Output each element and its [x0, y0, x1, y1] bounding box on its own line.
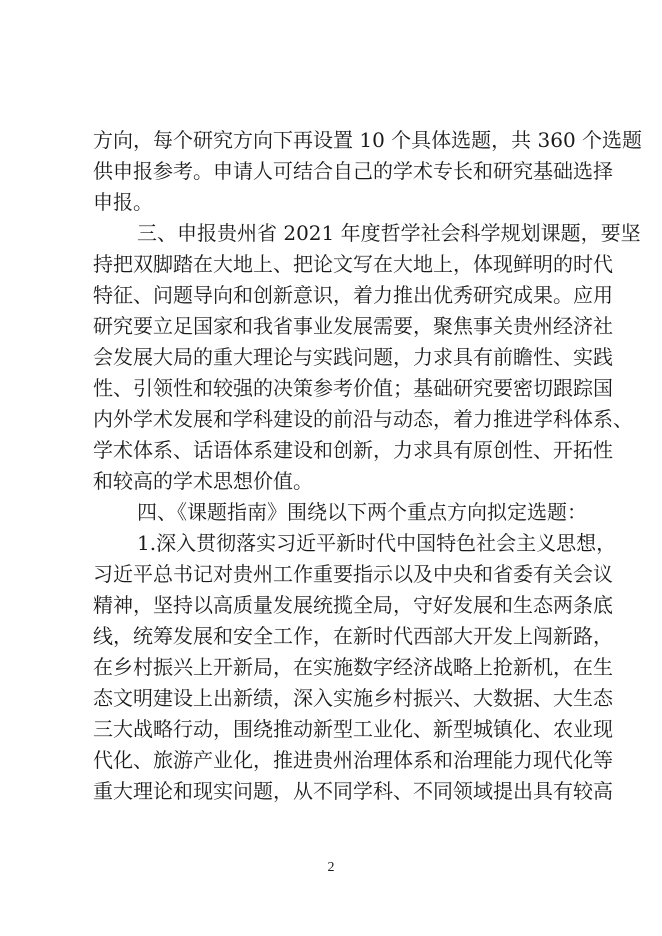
- section-three-heading-line: 三、申报贵州省 2021 年度哲学社会科学规划课题，要坚: [137, 221, 641, 245]
- text-line: 习近平总书记对贵州工作重要指示以及中央和省委有关会议: [93, 562, 613, 586]
- text-line: 在乡村振兴上开新局，在实施数字经济战略上抢新机，在生: [93, 655, 613, 679]
- text-line: 三大战略行动，围绕推动新型工业化、新型城镇化、农业现: [93, 717, 613, 741]
- text-line: 会发展大局的重大理论与实践问题，力求具有前瞻性、实践: [93, 345, 613, 369]
- text-line: 和较高的学术思想价值。: [93, 469, 313, 493]
- text-line: 供申报参考。申请人可结合自己的学术专长和研究基础选择: [93, 159, 613, 183]
- text-line: 学术体系、话语体系建设和创新，力求具有原创性、开拓性: [93, 438, 613, 462]
- text-line: 研究要立足国家和我省事业发展需要，聚焦事关贵州经济社: [93, 314, 613, 338]
- text-line: 申报。: [93, 190, 153, 214]
- text-line: 重大理论和现实问题，从不同学科、不同领域提出具有较高: [93, 779, 613, 803]
- text-line: 内外学术发展和学科建设的前沿与动态，着力推进学科体系、: [93, 407, 633, 431]
- text-line: 特征、问题导向和创新意识，着力推出优秀研究成果。应用: [93, 283, 613, 307]
- item-one-line: 1.深入贯彻落实习近平新时代中国特色社会主义思想，: [137, 531, 617, 555]
- section-four-heading-line: 四、《课题指南》围绕以下两个重点方向拟定选题：: [137, 500, 587, 524]
- text-line: 精神，坚持以高质量发展统揽全局，守好发展和生态两条底: [93, 593, 613, 617]
- text-line: 方向，每个研究方向下再设置 10 个具体选题，共 360 个选题: [93, 128, 643, 152]
- page-number: 2: [327, 860, 335, 875]
- text-line: 线，统筹发展和安全工作，在新时代西部大开发上闯新路，: [93, 624, 613, 648]
- body-text: [93, 125, 643, 807]
- text-line: 持把双脚踏在大地上、把论文写在大地上，体现鲜明的时代: [93, 252, 613, 276]
- text-line: 性、引领性和较强的决策参考价值；基础研究要密切跟踪国: [93, 376, 613, 400]
- text-line: 代化、旅游产业化，推进贵州治理体系和治理能力现代化等: [93, 748, 613, 772]
- text-line: 态文明建设上出新绩，深入实施乡村振兴、大数据、大生态: [93, 686, 613, 710]
